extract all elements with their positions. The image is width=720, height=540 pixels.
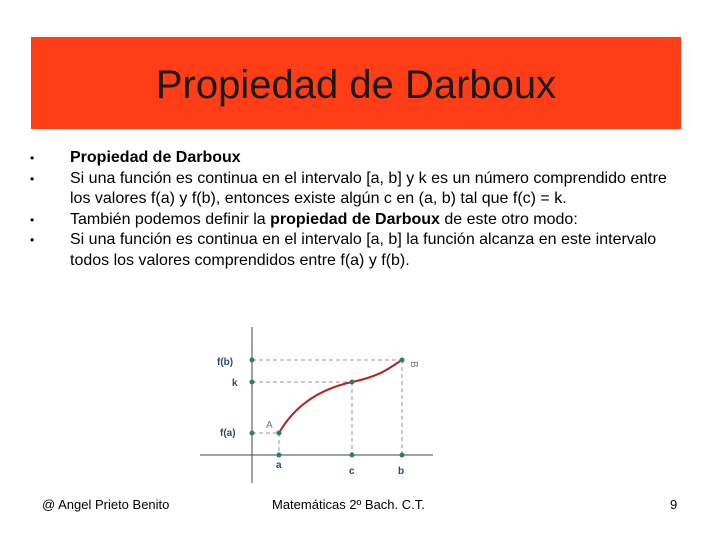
bullet-item (30, 148, 680, 169)
c-axis-label: c (349, 466, 355, 477)
point-B-label: B (408, 361, 419, 368)
a-axis-label: a (276, 460, 282, 471)
fb-point (250, 358, 255, 363)
footer-course: Matemáticas 2º Bach. C.T. (272, 497, 425, 512)
a-point (277, 453, 282, 458)
point-A-label: A (266, 420, 273, 431)
bullet-dot: • (30, 212, 35, 227)
bullet-text-prefix: También podemos definir la (70, 210, 271, 228)
slide-title: Propiedad de Darboux (155, 62, 557, 107)
b-axis-label: b (398, 466, 405, 477)
bullet-item (30, 230, 680, 271)
fa-point (250, 431, 255, 436)
c-point (350, 453, 355, 458)
darboux-graph (195, 325, 445, 485)
curve-point-A (277, 431, 282, 436)
bullet-dot: • (30, 233, 35, 247)
bullet-text-suffix: de este otro modo: (439, 210, 578, 228)
page-number: 9 (670, 497, 678, 512)
footer-author: @ Angel Prieto Benito (42, 497, 170, 512)
bullet-text-prefix: Si una función es continua en el intervalo [a, b] la función alcanza en este intervalo todos los valores comprendidos entre f(a) y f(b). (70, 231, 657, 269)
bullet-text-bold: propiedad de Darboux (270, 210, 440, 228)
bullet-item (30, 169, 680, 210)
bullet-item (30, 210, 680, 231)
bullet-dot: • (30, 151, 35, 165)
curve-point-B (400, 358, 405, 363)
bullet-text-prefix: Si una función es continua en el intervalo [a, b] y k es un número comprendido entre los valores f(a) y f(b), entonces existe algún c en (a, b) tal que f(c) = k. (70, 169, 667, 207)
function-curve (279, 360, 402, 433)
fa-label: f(a) (220, 428, 236, 439)
curve-point-C (350, 380, 355, 385)
title-bar (31, 37, 681, 129)
bullet-dot: • (30, 171, 35, 186)
bullet-list (30, 148, 680, 271)
b-point (400, 453, 405, 458)
k-point (250, 380, 255, 385)
fb-label: f(b) (217, 357, 234, 368)
bullet-text-bold: Propiedad de Darboux (70, 149, 241, 166)
k-label: k (232, 378, 238, 389)
